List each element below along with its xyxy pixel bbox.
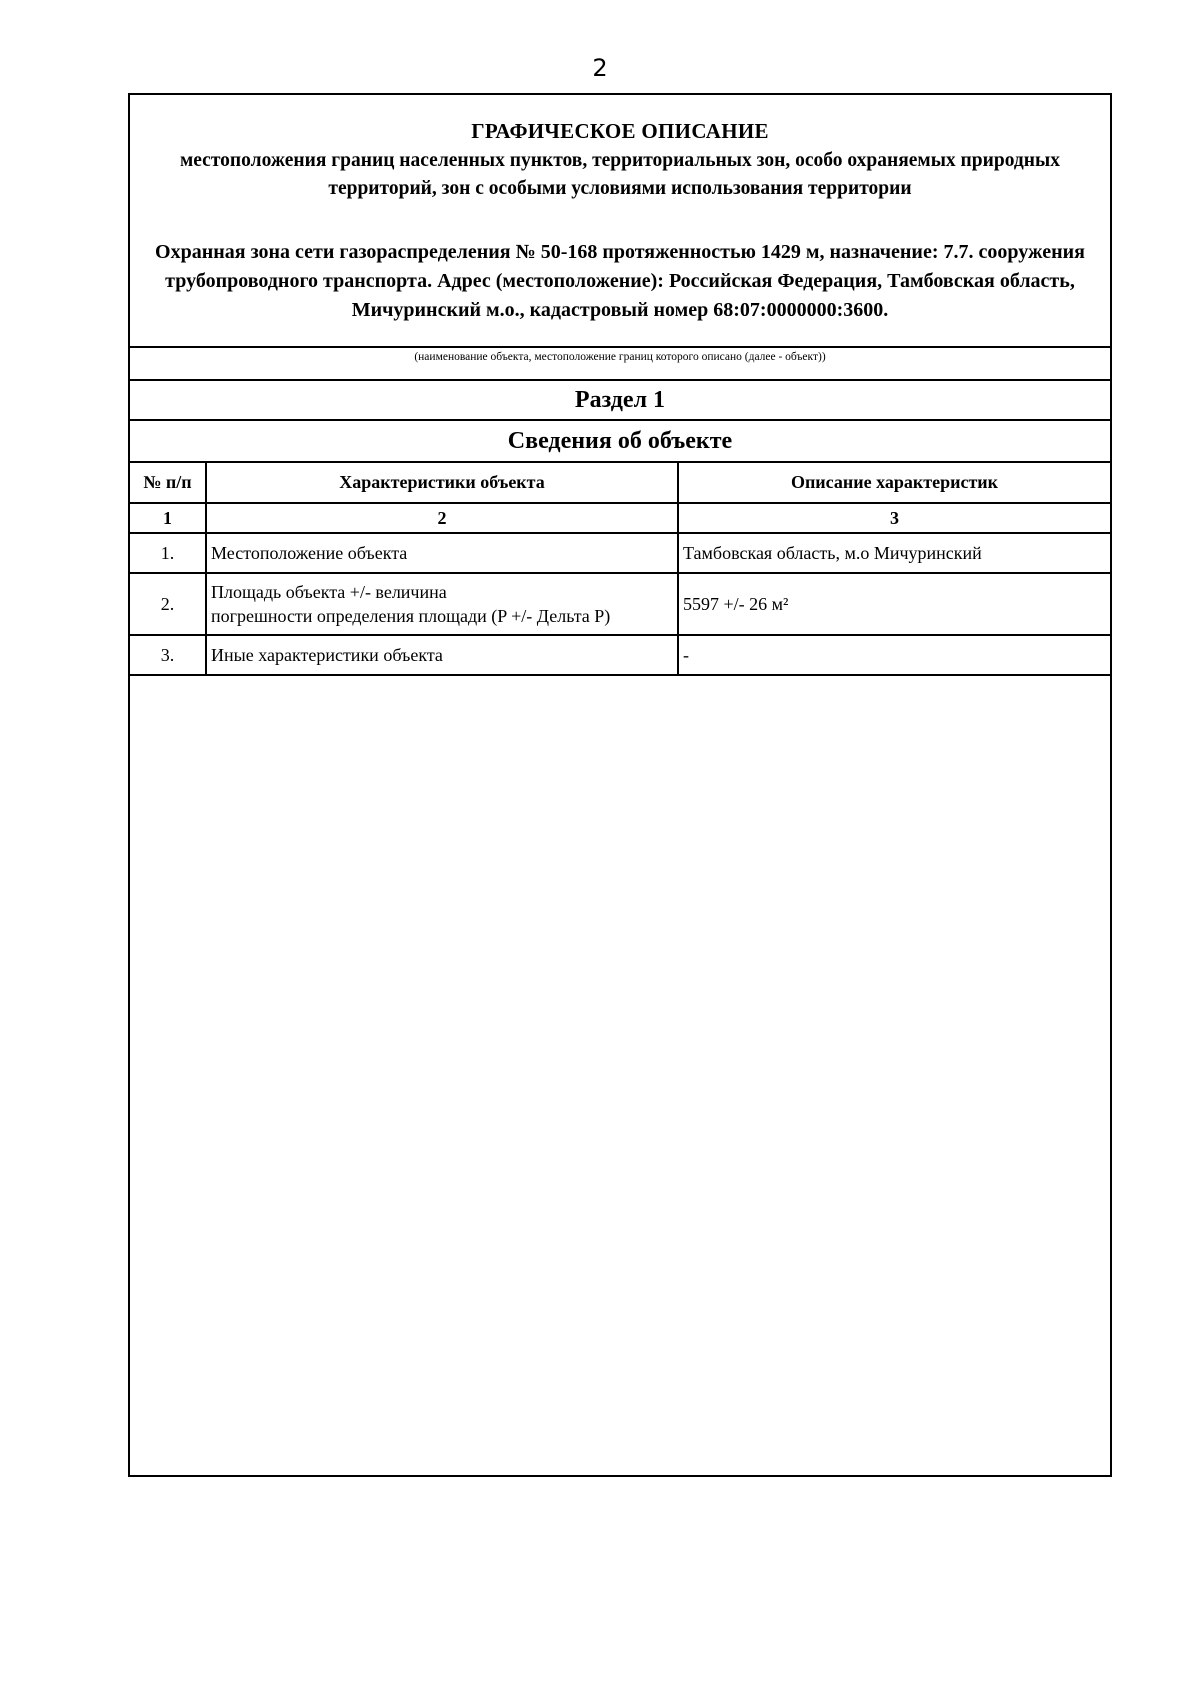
table-row — [130, 573, 1110, 635]
row-characteristic: Иные характеристики объекта — [206, 635, 678, 675]
row-description: - — [678, 635, 1110, 675]
row-number: 3. — [130, 635, 206, 675]
section-title: Раздел 1 — [130, 381, 1110, 421]
row-characteristic — [206, 573, 678, 635]
row-description: 5597 +/- 26 м² — [678, 573, 1110, 635]
table-header-row — [130, 463, 1110, 503]
row-characteristic: Местоположение объекта — [206, 533, 678, 573]
header-cell-characteristic: Характеристики объекта — [206, 463, 678, 503]
document-header — [130, 95, 1110, 348]
document-title: ГРАФИЧЕСКОЕ ОПИСАНИЕ — [471, 119, 769, 143]
page-number: 2 — [592, 54, 608, 82]
table-column-numbers-row — [130, 503, 1110, 533]
table-row — [130, 533, 1110, 573]
document-frame — [128, 93, 1112, 1477]
object-name: Охранная зона сети газораспределения № 50-168 протяженностью 1429 м, назначение: 7.7. сооружения трубопроводного транспорта. Адрес (местоположение): Российская Федерация, Тамбовская область, Мичуринский м.о., кадастровый номер 68:07:0000000:3600. — [155, 241, 1085, 321]
table-row — [130, 635, 1110, 675]
row-description: Тамбовская область, м.о Мичуринский — [678, 533, 1110, 573]
row-characteristic-line: Площадь объекта +/- величина — [211, 582, 447, 602]
row-number: 1. — [130, 533, 206, 573]
header-cell-description: Описание характеристик — [678, 463, 1110, 503]
document-subtitle: местоположения границ населенных пунктов, территориальных зон, особо охраняемых природных территорий, зон с особыми условиями использования территории — [180, 150, 1060, 199]
section-subtitle: Сведения об объекте — [130, 421, 1110, 463]
column-number: 1 — [130, 503, 206, 533]
column-number: 3 — [678, 503, 1110, 533]
object-info-table — [130, 463, 1110, 676]
column-number: 2 — [206, 503, 678, 533]
row-characteristic-line: погрешности определения площади (P +/- Дельта P) — [211, 606, 611, 626]
object-caption: (наименование объекта, местоположение границ которого описано (далее - объект)) — [130, 348, 1110, 381]
row-number: 2. — [130, 573, 206, 635]
header-cell-number: № п/п — [130, 463, 206, 503]
